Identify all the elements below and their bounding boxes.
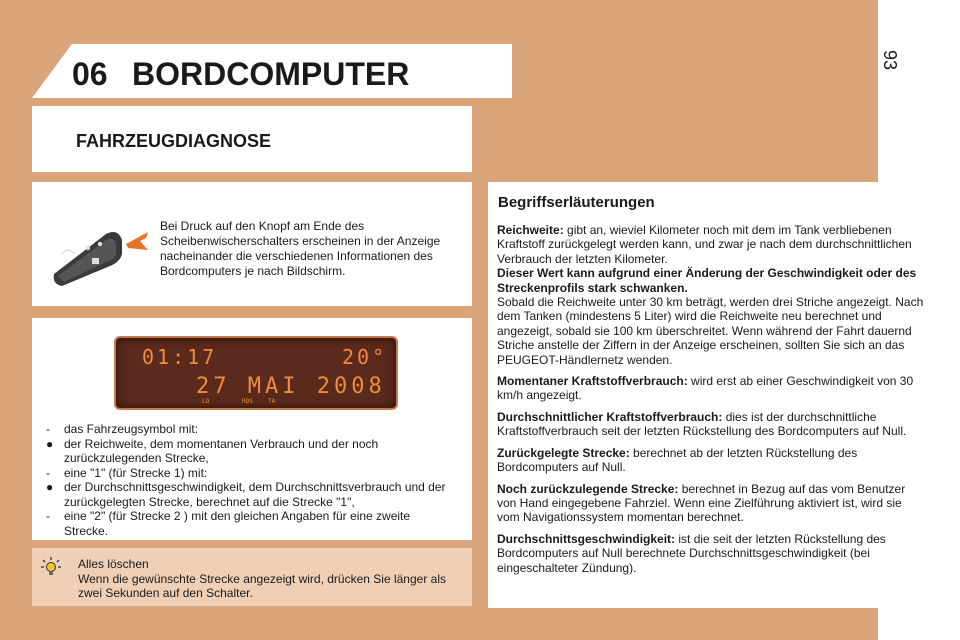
display-list	[46, 422, 456, 538]
list-marker: -	[46, 422, 50, 436]
glossary-term: Reichweite:	[497, 223, 564, 237]
glossary-entry	[497, 374, 925, 403]
glossary-warning: Dieser Wert kann aufgrund einer Änderung der Geschwindigkeit oder des Streckenprofils stark schwanken.	[497, 266, 917, 295]
intro-text: Bei Druck auf den Knopf am Ende des Scheibenwischerschalters erscheinen in der Anzeige nacheinander die verschiedenen Informationen des Bordcomputers je nach Bildschirm.	[160, 219, 441, 278]
lcd-indicator-lo: LO	[202, 398, 210, 405]
list-item-text: eine "2" (für Strecke 2 ) mit den gleichen Angaben für eine zweite Strecke.	[64, 509, 411, 538]
list-item	[46, 422, 456, 437]
chapter-title: BORDCOMPUTER	[132, 56, 410, 92]
tip-text	[78, 557, 468, 601]
lcd-date: 27 MAI 2008	[196, 374, 386, 399]
tip-title: Alles löschen	[78, 557, 149, 571]
list-item	[46, 466, 456, 481]
lightbulb-icon	[40, 556, 62, 578]
list-marker: ●	[46, 480, 54, 494]
tip-body: Wenn die gewünschte Strecke angezeigt wird, drücken Sie länger als zwei Sekunden auf den Schalter.	[78, 571, 446, 600]
list-marker: -	[46, 465, 50, 480]
glossary-term: Durchschnittsgeschwindigkeit:	[497, 531, 676, 546]
lcd-time: 01:17	[142, 345, 218, 369]
page-number: 93	[880, 50, 900, 71]
wiper-stalk-icon	[48, 214, 152, 288]
section-title: FAHRZEUGDIAGNOSE	[76, 131, 272, 151]
list-item-text: der Reichweite, dem momentanen Verbrauch und der noch zurückzulegenden Strecke,	[64, 436, 379, 465]
lcd-temperature: 20°	[342, 345, 388, 369]
list-item	[46, 480, 456, 509]
glossary-definition: berechnet in Bezug auf das vom Benutzer von Hand eingegebene Fahrziel. Wenn eine Zielführung aktiviert ist, wird sie vom Navigationssystem momentan berechnet.	[497, 481, 906, 525]
list-item	[46, 437, 456, 466]
glossary-term: Durchschnittlicher Kraftstoffverbrauch:	[497, 409, 723, 424]
glossary-term: Noch zurückzulegende Strecke:	[497, 481, 679, 496]
glossary-definition: dies ist der durchschnittliche Kraftstoffverbrauch seit der letzten Rückstellung des Bordcomputers auf Null.	[497, 409, 907, 439]
glossary-entry	[497, 482, 925, 525]
glossary-entry	[497, 532, 925, 575]
glossary-entry	[497, 410, 925, 439]
list-marker: -	[46, 509, 50, 523]
list-item-text: der Durchschnittsgeschwindigkeit, dem Durchschnittsverbrauch und der zurückgelegten Strecke, berechnet auf die Strecke "1",	[64, 480, 446, 509]
glossary-definition: berechnet ab der letzten Rückstellung des Bordcomputers auf Null.	[497, 445, 858, 475]
chapter-number: 06	[72, 56, 108, 92]
glossary-entry-reichweite	[497, 223, 925, 367]
glossary-entry	[497, 446, 925, 475]
lcd-indicator-rds: RDS	[242, 398, 253, 405]
list-marker: ●	[46, 436, 54, 451]
glossary-definition: gibt an, wieviel Kilometer noch mit dem im Tank verbliebenen Kraftstoff zurückgelegt werden kann, und zwar je nach dem durchschnittlichen Verbrauch der letzten Kilometer.	[497, 223, 912, 266]
list-item-text: eine "1" (für Strecke 1) mit:	[64, 465, 208, 480]
glossary-term: Momentaner Kraftstoffverbrauch:	[497, 374, 688, 389]
glossary-definition: wird erst ab einer Geschwindigkeit von 30 km/h angezeigt.	[497, 374, 914, 403]
list-item-text: das Fahrzeugsymbol mit:	[64, 422, 199, 436]
list-item	[46, 509, 456, 538]
glossary	[497, 223, 925, 582]
glossary-definition: ist die seit der letzten Rückstellung des Bordcomputers auf Null berechnete Durchschnittsgeschwindigkeit (bei eingeschalteter Zündung).	[497, 531, 886, 575]
lcd-indicator-ta: TA	[268, 398, 276, 405]
glossary-term: Zurückgelegte Strecke:	[497, 445, 630, 460]
lcd-display	[114, 336, 398, 410]
glossary-heading: Begriffserläuterungen	[498, 194, 655, 211]
glossary-definition-more: Sobald die Reichweite unter 30 km beträgt, werden drei Striche angezeigt. Nach dem Tanken (mindestens 5 Liter) wird die Reichweite neu berechnet und angezeigt, sobald sie 100 km überschreitet. Wenn während der Fahrt dauernd Striche anstelle der Ziffern in der Anzeige erscheinen, sollten Sie sich an das PEUGEOT-Händlernetz wenden.	[497, 295, 924, 367]
